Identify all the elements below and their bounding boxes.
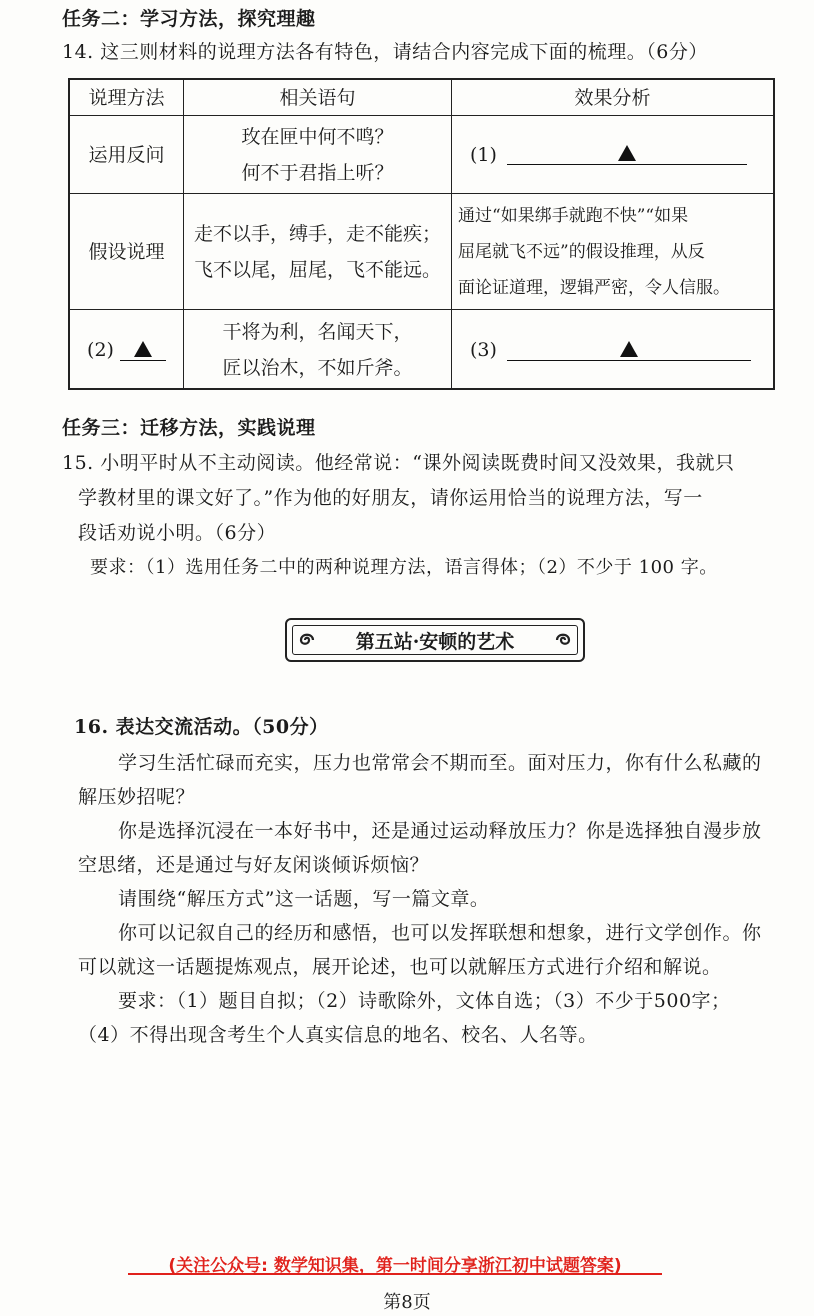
- essay-prompt-line: 请围绕“解压方式”这一话题，写一篇文章。: [118, 888, 490, 910]
- sentence-line: 走不以手，缚手，走不能疾；: [193, 222, 441, 245]
- essay-prompt-line: 解压妙招呢？: [78, 786, 196, 808]
- essay-prompt-line: 学习生活忙碌而充实，压力也常常会不期而至。面对压力，你有什么私藏的: [118, 752, 762, 774]
- sentence-line: 匠以治木，不如斤斧。: [222, 357, 413, 379]
- analysis-line: 屈尾就飞不远”的假设推理，从反: [458, 241, 705, 262]
- analysis-line: 面论证道理，逻辑严密，令人信服。: [458, 277, 730, 298]
- triangle-icon: [134, 341, 152, 357]
- sentence-line: 玫在匣中何不鸣？: [241, 125, 394, 148]
- banner-title: 第五站·安顿的艺术: [355, 630, 515, 653]
- blank-label-2: (2): [87, 339, 114, 361]
- method-cell: 运用反问: [88, 143, 165, 166]
- question-15-line: 15. 小明平时从不主动阅读。他经常说：“课外阅读既费时间又没效果，我就只: [62, 452, 735, 474]
- table-row: [70, 116, 773, 194]
- essay-prompt-line: 可以就这一话题提炼观点，展开论述，也可以就解压方式进行介绍和解说。: [78, 956, 722, 978]
- header-method: 说理方法: [88, 86, 165, 109]
- blank-label-3: (3): [470, 339, 497, 361]
- page-number: 第8页: [383, 1292, 431, 1313]
- sentence-line: 何不于君指上听？: [241, 161, 394, 184]
- method-cell: 假设说理: [88, 240, 165, 263]
- header-analysis: 效果分析: [574, 86, 651, 109]
- answer-blank-1[interactable]: [507, 144, 747, 165]
- essay-prompt-line: 空思绪，还是通过与好友闲谈倾诉烦恼？: [78, 854, 430, 876]
- section-banner: [285, 618, 585, 662]
- analysis-line: 通过“如果绑手就跑不快”“如果: [458, 205, 689, 226]
- answer-blank-2[interactable]: [120, 340, 166, 361]
- table-row: [70, 310, 773, 390]
- footer-note: (关注公众号: 数学知识集，第一时间分享浙江初中试题答案): [128, 1251, 662, 1275]
- essay-prompt-line: 你可以记叙自己的经历和感悟，也可以发挥联想和想象，进行文学创作。你: [118, 922, 762, 944]
- question-16-title: 16. 表达交流活动。（50分）: [74, 716, 329, 738]
- essay-requirement-line: （4）不得出现含考生个人真实信息的地名、校名、人名等。: [78, 1024, 598, 1046]
- method-table: [68, 78, 775, 390]
- triangle-icon: [620, 341, 638, 357]
- question-15-line: 段话劝说小明。（6分）: [78, 522, 277, 544]
- header-sentences: 相关语句: [279, 86, 356, 109]
- task3-heading: 任务三：迁移方法，实践说理: [62, 417, 316, 439]
- question-15-line: 学教材里的课文好了。”作为他的好朋友，请你运用恰当的说理方法，写一: [78, 487, 703, 509]
- table-row: [70, 194, 773, 310]
- sentence-line: 干将为利，名闻天下，: [222, 321, 413, 343]
- essay-requirement-line: 要求：（1）题目自拟；（2）诗歌除外，文体自选；（3）不少于500字；: [118, 990, 731, 1012]
- blank-label-1: (1): [470, 143, 497, 166]
- sentence-line: 飞不以尾，屈尾，飞不能远。: [193, 258, 441, 281]
- question-14: 14. 这三则材料的说理方法各有特色，请结合内容完成下面的梳理。（6分）: [62, 41, 708, 63]
- triangle-icon: [618, 145, 636, 161]
- answer-blank-3[interactable]: [507, 340, 751, 361]
- swirl-ornament-icon: [293, 627, 319, 653]
- table-header-row: [70, 80, 773, 116]
- swirl-ornament-icon: [551, 627, 577, 653]
- essay-prompt-line: 你是选择沉浸在一本好书中，还是通过运动释放压力？你是选择独自漫步放: [118, 820, 762, 842]
- task2-heading: 任务二：学习方法，探究理趣: [62, 8, 316, 30]
- question-15-requirement: 要求：（1）选用任务二中的两种说理方法，语言得体；（2）不少于 100 字。: [90, 557, 718, 578]
